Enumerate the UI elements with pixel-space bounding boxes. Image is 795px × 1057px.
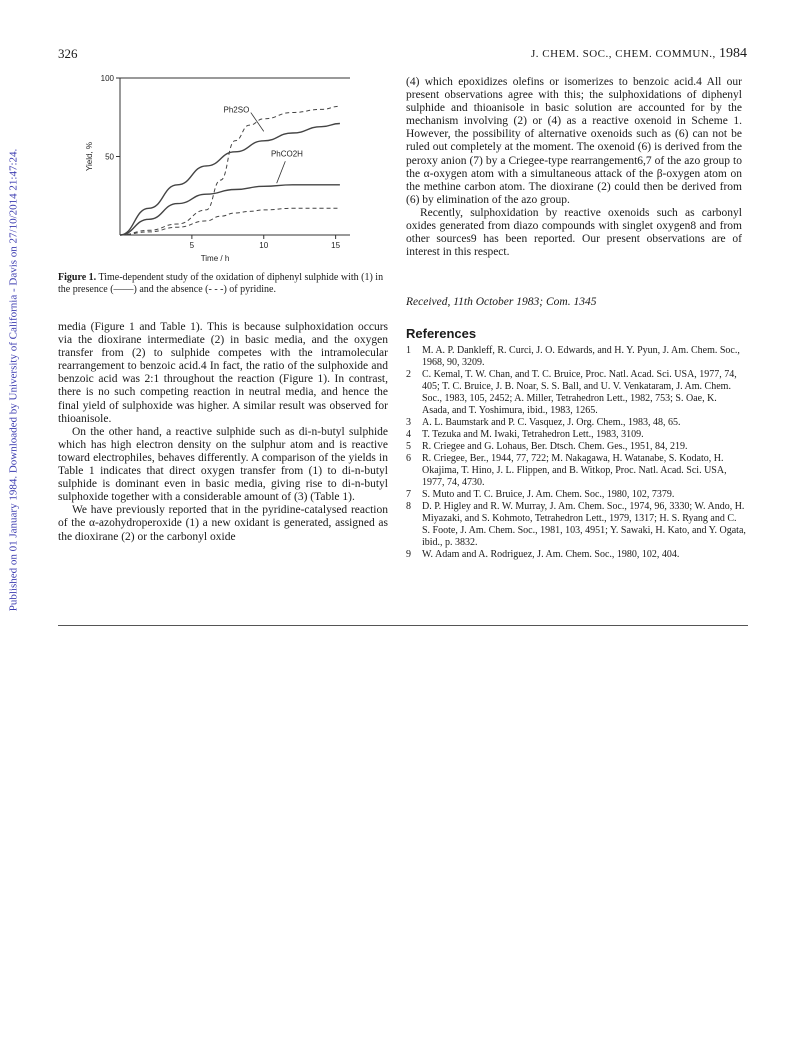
series-line-2 xyxy=(120,185,340,235)
reference-text: S. Muto and T. C. Bruice, J. Am. Chem. Soc., 1980, 102, 7379. xyxy=(422,489,675,500)
reference-item xyxy=(406,369,746,417)
reference-item xyxy=(406,345,746,369)
reference-number: 9 xyxy=(406,549,411,560)
reference-item xyxy=(406,429,746,441)
reference-text: R. Criegee, Ber., 1944, 77, 722; M. Nakagawa, H. Watanabe, S. Kodato, H. Okajima, T. Hino, J. L. Flippen, and B. Witkop, Proc. Natl. Acad. Sci. USA, 1977, 74, 4730. xyxy=(422,453,727,488)
page-number: 326 xyxy=(58,46,78,61)
yield-time-chart xyxy=(58,70,388,270)
phco2h-pointer xyxy=(277,161,286,183)
x-axis-label: Time / h xyxy=(200,254,230,263)
figure-caption-text: Time-dependent study of the oxidation of diphenyl sulphide with (1) in the presence (——) and the absence (- - -) of pyridine. xyxy=(58,272,384,295)
reference-text: A. L. Baumstark and P. C. Vasquez, J. Org. Chem., 1983, 48, 65. xyxy=(422,417,681,428)
reference-number: 8 xyxy=(406,501,411,512)
series-label-phco2h: PhCO2H xyxy=(270,149,303,159)
figure-caption xyxy=(58,272,388,296)
x-tick-label: 10 xyxy=(259,241,269,250)
journal-year: 1984 xyxy=(719,46,747,61)
reference-number: 5 xyxy=(406,441,411,452)
series-line-4 xyxy=(120,208,340,235)
download-watermark-text: Published on 01 January 1984. Downloaded by University of California - Davis on 27/10/2014 21:47:24. xyxy=(7,148,19,612)
paragraph: media (Figure 1 and Table 1). This is because sulphoxidation occurs via the dioxirane intermediate (2) in basic media, and the oxygen transfer from (2) to sulphide competes with the intramolecular rearrangement to benzoic acid.4 In fact, the ratio of the sulphoxide and benzoic acid was 2:1 throughout the reaction (Figure 1). In contrast, there is no such competing reaction in neutral media, and hence the final yield of sulphoxide was higher. A similar result was observed for thioanisole. xyxy=(58,321,388,425)
reference-item xyxy=(406,501,746,549)
reference-text: W. Adam and A. Rodriguez, J. Am. Chem. Soc., 1980, 102, 404. xyxy=(422,549,680,560)
figure-1 xyxy=(58,70,388,300)
y-tick-label: 100 xyxy=(100,74,114,83)
journal-name: J. CHEM. SOC., CHEM. COMMUN., xyxy=(531,48,716,60)
reference-number: 1 xyxy=(406,345,411,356)
reference-number: 7 xyxy=(406,489,411,500)
references-list xyxy=(406,345,746,561)
reference-number: 6 xyxy=(406,453,411,464)
x-tick-label: 5 xyxy=(189,241,195,250)
figure-caption-label: Figure 1. xyxy=(58,272,97,283)
download-watermark xyxy=(5,0,21,760)
reference-text: C. Kemal, T. W. Chan, and T. C. Bruice, Proc. Natl. Acad. Sci. USA, 1977, 74, 405; T. C. Bruice, J. B. Noar, S. S. Ball, and U. V. Venkataram, J. Am. Chem. Soc., 1983, 105, 2452; A. Miller, Tetrahedron Lett., 1982, 753; S. Oae, K. Asada, and T. Yoshimura, ibid., 1983, 1265. xyxy=(422,369,737,416)
paragraph: On the other hand, a reactive sulphide such as di-n-butyl sulphide which has high electron density on the sulphur atom and is reactive toward electrophiles, behaves differently. A comparison of the yields in Table 1 indicates that direct oxygen transfer from (1) to di-n-butyl sulphide is dominant even in basic media, giving rise to di-n-butyl sulphoxide together with a considerable amount of (3) (Table 1). xyxy=(58,425,388,504)
page-divider xyxy=(58,625,748,626)
received-line: Received, 11th October 1983; Com. 1345 xyxy=(406,296,597,308)
reference-item xyxy=(406,417,746,429)
right-column xyxy=(406,76,742,259)
y-tick-label: 50 xyxy=(105,152,114,162)
left-column xyxy=(58,321,388,544)
y-axis-label: Yield, % xyxy=(85,141,94,172)
reference-item xyxy=(406,489,746,501)
reference-item xyxy=(406,441,746,453)
x-tick-label: 15 xyxy=(331,241,341,250)
reference-item xyxy=(406,453,746,489)
reference-text: M. A. P. Dankleff, R. Curci, J. O. Edwards, and H. Y. Pyun, J. Am. Chem. Soc., 1968, 90, 3209. xyxy=(422,345,740,368)
reference-number: 4 xyxy=(406,429,411,440)
paragraph: Recently, sulphoxidation by reactive oxenoids such as carbonyl oxides generated from diazo compounds with singlet oxygen8 and from other sources9 has been reported. Our present observations are of interest in this respect. xyxy=(406,206,742,259)
reference-text: T. Tezuka and M. Iwaki, Tetrahedron Lett., 1983, 3109. xyxy=(422,429,644,440)
references-heading: References xyxy=(406,326,477,341)
paragraph: We have previously reported that in the pyridine-catalysed reaction of the α-azohydroperoxide (1) a new oxidant is generated, assigned as the dioxirane (2) or the carbonyl oxide xyxy=(58,504,388,543)
reference-number: 3 xyxy=(406,417,411,428)
reference-text: D. P. Higley and R. W. Murray, J. Am. Chem. Soc., 1974, 96, 3330; W. Ando, H. Miyazaki, and S. Kohmoto, Tetrahedron Lett., 1979, 1317; H. S. Ryang and C. S. Foote, J. Am. Chem. Soc., 1981, 103, 4951; Y. Sawaki, H. Kato, and Y. Ogata, ibid., p. 3832. xyxy=(422,501,746,548)
reference-number: 2 xyxy=(406,369,411,380)
series-line-3 xyxy=(120,106,340,235)
ph2so-pointer xyxy=(251,113,264,132)
reference-item xyxy=(406,549,746,561)
reference-text: R. Criegee and G. Lohaus, Ber. Dtsch. Chem. Ges., 1951, 84, 219. xyxy=(422,441,688,452)
running-header xyxy=(531,46,747,62)
paragraph: (4) which epoxidizes olefins or isomerizes to benzoic acid.4 All our present observations agree with this; the sulphoxidations of diphenyl sulphide and thioanisole in basic solution are accounted for by the mechanism involving (2) or (4) as a reactive oxenoid in Scheme 1. However, the possibility of alternative oxenoids such as (6) can not be ruled out completely at the moment. The oxenoid (6) is derived from the peroxy anion (7) by a Criegee-type rearrangement6,7 of the azo group to the α-oxygen atom with a simultaneous attack of the β-oxygen atom on the methine carbon atom. The dioxirane (2) could then be derived from (6) by elimination of the azo group. xyxy=(406,76,742,206)
series-label-ph2so: Ph2SO xyxy=(223,105,250,115)
